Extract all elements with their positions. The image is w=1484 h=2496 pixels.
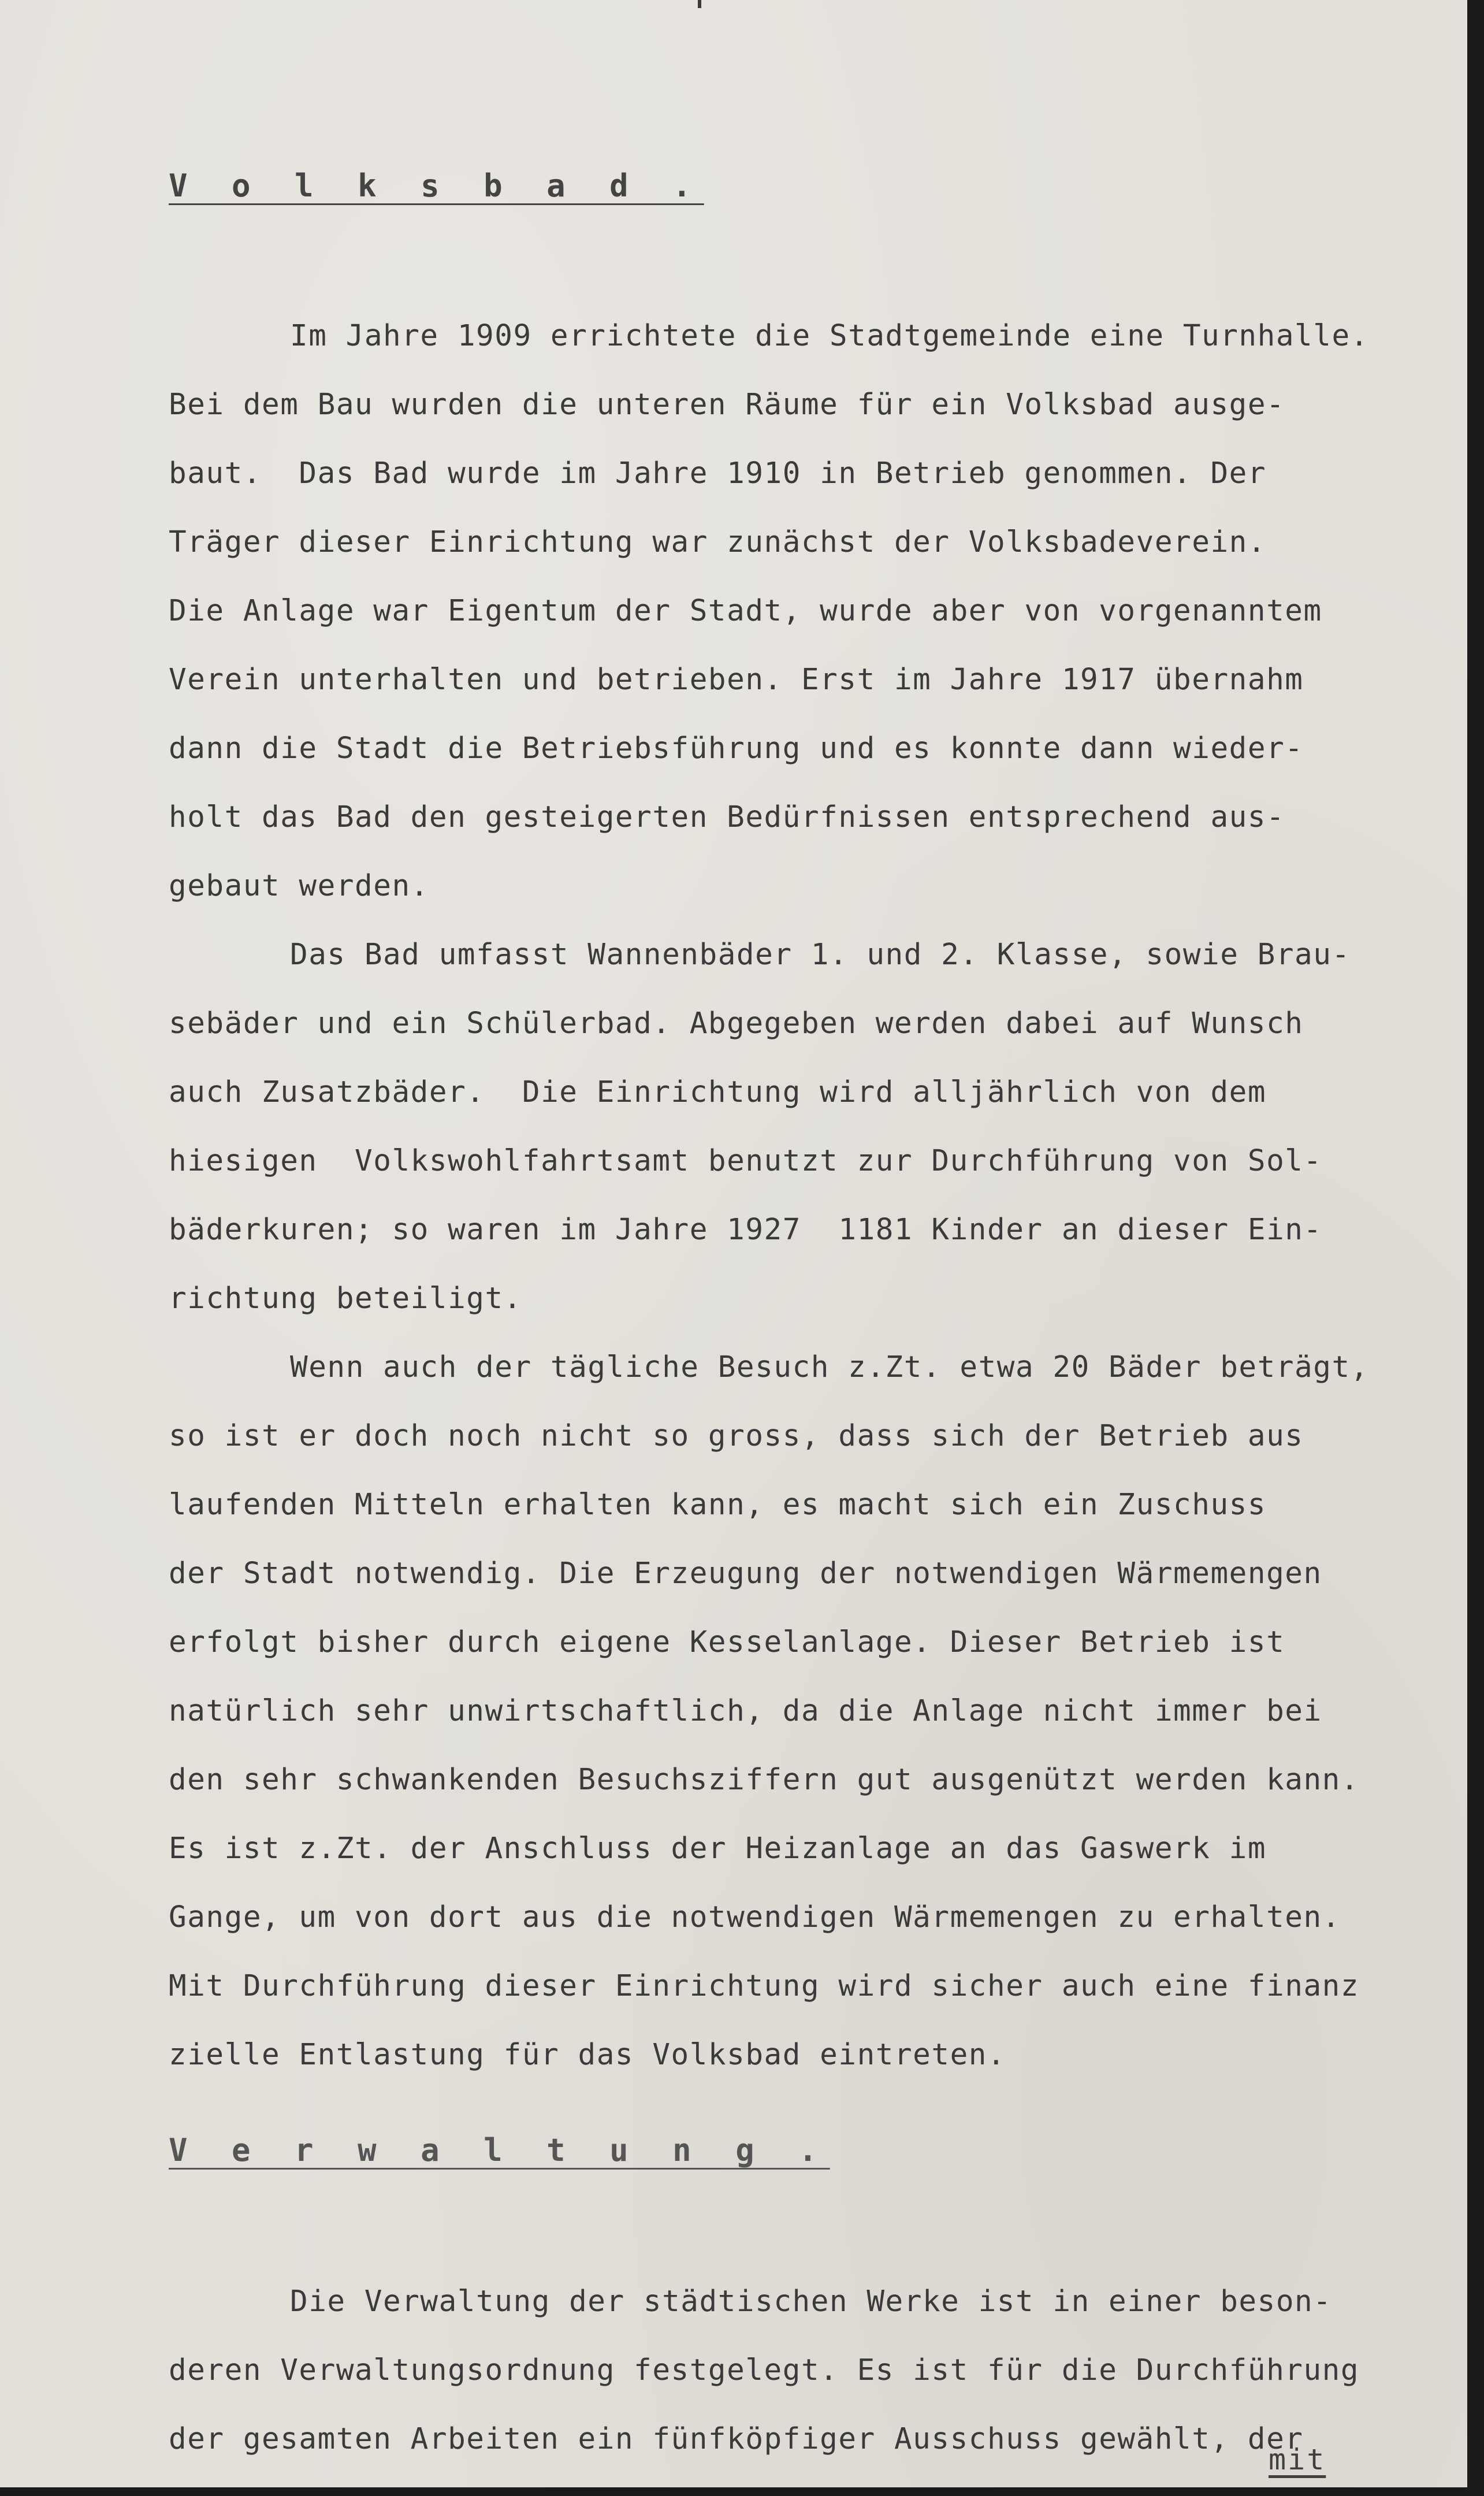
heading-volksbad-wrap [169, 168, 1463, 232]
text-line: zielle Entlastung für das Volksbad eintreten. [169, 2038, 1006, 2072]
text-line: natürlich sehr unwirtschaftlich, da die Anlage nicht immer bei [169, 1694, 1322, 1728]
text-line: Im Jahre 1909 errichtete die Stadtgemeinde eine Turnhalle. [290, 319, 1369, 353]
top-edge-mark [698, 0, 701, 8]
paragraph-volksbad-2 [169, 920, 1463, 1333]
text-line: Mit Durchführung dieser Einrichtung wird sicher auch eine finanz [169, 1969, 1360, 2003]
text-line: Träger dieser Einrichtung war zunächst der Volksbadeverein. [169, 525, 1267, 559]
paragraph-volksbad-1 [169, 302, 1463, 920]
text-line: Es ist z.Zt. der Anschluss der Heizanlage an das Gaswerk im [169, 1832, 1267, 1866]
text-line: hiesigen Volkswohlfahrtsamt benutzt zur Durchführung von Sol- [169, 1144, 1322, 1178]
text-line: Bei dem Bau wurden die unteren Räume für ein Volksbad ausge- [169, 388, 1285, 422]
heading-volksbad: V o l k s b a d . [169, 168, 704, 204]
text-line: dann die Stadt die Betriebsführung und es konnte dann wieder- [169, 731, 1304, 766]
typed-text-block [169, 168, 1463, 2473]
text-line: gebaut werden. [169, 869, 429, 903]
text-line: Gange, um von dort aus die notwendigen Wärmemengen zu erhalten. [169, 1900, 1341, 1934]
text-line: deren Verwaltungsordnung festgelegt. Es ist für die Durchführung [169, 2353, 1360, 2387]
text-line: laufenden Mitteln erhalten kann, es macht sich ein Zuschuss [169, 1488, 1267, 1522]
text-line: so ist er doch noch nicht so gross, dass sich der Betrieb aus [169, 1419, 1304, 1453]
text-line: Die Verwaltung der städtischen Werke ist in einer beson- [290, 2285, 1332, 2319]
paragraph-volksbad-3 [169, 1333, 1463, 2089]
text-line: richtung beteiligt. [169, 1282, 522, 1316]
text-line: baut. Das Bad wurde im Jahre 1910 in Betrieb genommen. Der [169, 456, 1267, 491]
text-line: Die Anlage war Eigentum der Stadt, wurde aber von vorgenanntem [169, 594, 1322, 628]
text-line: der Stadt notwendig. Die Erzeugung der notwendigen Wärmemengen [169, 1557, 1322, 1591]
text-line: sebäder und ein Schülerbad. Abgegeben werden dabei auf Wunsch [169, 1006, 1304, 1041]
text-line: Verein unterhalten und betrieben. Erst im Jahre 1917 übernahm [169, 663, 1304, 697]
text-line: auch Zusatzbäder. Die Einrichtung wird alljährlich von dem [169, 1075, 1267, 1109]
text-line: Wenn auch der tägliche Besuch z.Zt. etwa 20 Bäder beträgt, [290, 1350, 1369, 1384]
text-line: den sehr schwankenden Besuchsziffern gut ausgenützt werden kann. [169, 1763, 1360, 1797]
text-line: bäderkuren; so waren im Jahre 1927 1181 Kinder an dieser Ein- [169, 1213, 1322, 1247]
heading-verwaltung: V e r w a l t u n g . [169, 2132, 830, 2168]
text-line: holt das Bad den gesteigerten Bedürfnissen entsprechend aus- [169, 800, 1285, 834]
text-line: der gesamten Arbeiten ein fünfköpfiger Ausschuss gewählt, der [169, 2422, 1304, 2456]
page-catchword: mit [1269, 2443, 1326, 2476]
text-line: erfolgt bisher durch eigene Kesselanlage. Dieser Betrieb ist [169, 1625, 1285, 1659]
scan-edge-bottom [0, 2487, 1484, 2496]
scan-edge-right [1467, 0, 1484, 2496]
heading-verwaltung-wrap [169, 2132, 1463, 2197]
text-line: Das Bad umfasst Wannenbäder 1. und 2. Klasse, sowie Brau- [290, 938, 1351, 972]
